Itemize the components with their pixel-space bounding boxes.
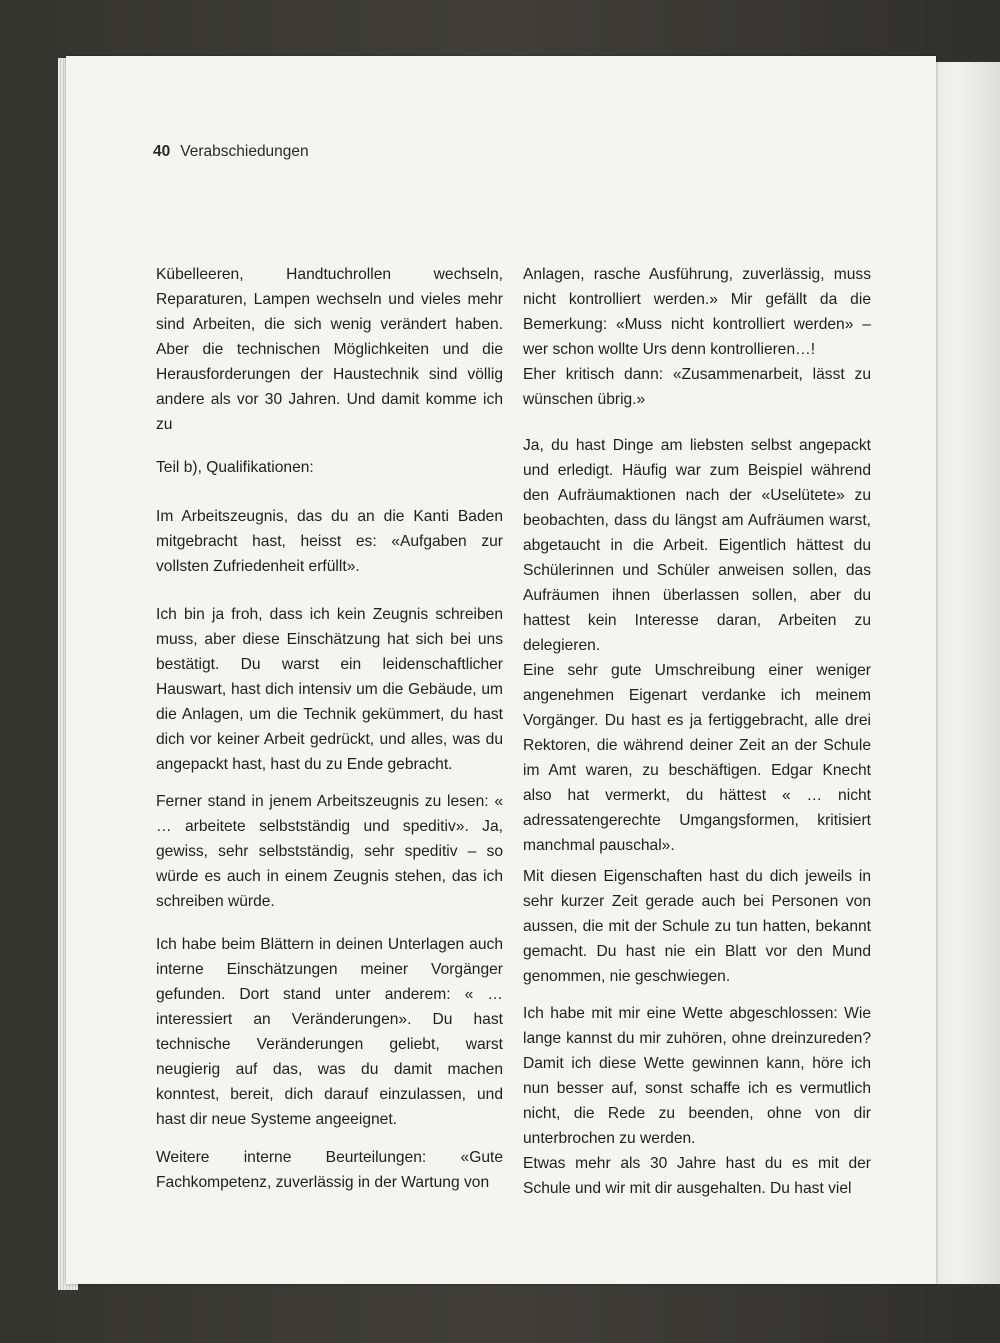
left-text-column — [156, 262, 503, 1195]
paragraph: Eine sehr gute Umschreibung einer weniger angenehmen Eigenart verdanke ich meinem Vorgänger. Du hast es ja fertiggebracht, alle drei Rektoren, die während deiner Zeit an der Schule im Amt waren, zu beschäftigen. Edgar Knecht also hat vermerkt, du hättest « … nicht adressatengerechte Umgangsformen, kritisiert manchmal pauschal». — [523, 662, 871, 854]
paragraph: Ja, du hast Dinge am liebsten selbst angepackt und erledigt. Häufig war zum Beispiel während den Aufräumaktionen nach der «Uselütete» zu beobachten, dass du längst am Aufräumen warst, abgetaucht in die Arbeit. Eigentlich hättest du Schülerinnen und Schüler anweisen sollen, das Aufräumen ihnen überlassen sollen, aber du hattest kein Interesse daran, Arbeiten zu delegieren. — [523, 437, 871, 654]
right-text-column — [523, 262, 871, 1201]
paragraph: Ich habe beim Blättern in deinen Unterlagen auch interne Einschätzungen meiner Vorgänger gefunden. Dort stand unter anderem: « … interessiert an Veränderungen». Du hast technische Veränderungen geliebt, warst neugierig auf das, was du damit machen konntest, bereit, dich darauf einzulassen, und hast dir neue Systeme angeeignet. — [156, 936, 503, 1128]
paragraph: Weitere interne Beurteilungen: «Gute Fachkompetenz, zuverlässig in der Wartung von — [156, 1149, 503, 1191]
paragraph: Im Arbeitszeugnis, das du an die Kanti Baden mitgebracht hast, heisst es: «Aufgaben zur vollsten Zufriedenheit erfüllt». — [156, 508, 503, 575]
paragraph: Teil b), Qualifikationen: — [156, 459, 314, 476]
running-header — [153, 143, 309, 165]
paragraph: Etwas mehr als 30 Jahre hast du es mit der Schule und wir mit dir ausgehalten. Du hast viel — [523, 1155, 871, 1197]
page-number: 40 — [153, 143, 171, 160]
paragraph: Anlagen, rasche Ausführung, zuverlässig, muss nicht kontrolliert werden.» Mir gefällt da die Bemerkung: «Muss nicht kontrolliert werden» – wer schon wollte Urs denn kontrollieren…! — [523, 266, 871, 358]
paragraph: Ferner stand in jenem Arbeitszeugnis zu lesen: « … arbeitete selbstständig und speditiv». Ja, gewiss, sehr selbstständig, sehr speditiv – so würde es auch in einem Zeugnis stehen, das ich schreiben würde. — [156, 793, 503, 910]
running-title: Verabschiedungen — [180, 143, 309, 160]
paragraph: Ich bin ja froh, dass ich kein Zeugnis schreiben muss, aber diese Einschätzung hat sich bei uns bestätigt. Du warst ein leidenschaftlicher Hauswart, hast dich intensiv um die Gebäude, um die Anlagen, um die Technik gekümmert, du hast dich vor keiner Arbeit gedrückt, und alles, was du angepackt hast, hast du zu Ende gebracht. — [156, 606, 503, 773]
paragraph: Mit diesen Eigenschaften hast du dich jeweils in sehr kurzer Zeit gerade auch bei Personen von aussen, die mit der Schule zu tun hatten, bekannt gemacht. Du hast nie ein Blatt vor den Mund genommen, nie geschwiegen. — [523, 868, 871, 985]
paragraph: Kübelleeren, Handtuchrollen wechseln, Reparaturen, Lampen wechseln und vieles mehr sind Arbeiten, die sich wenig verändert haben. Aber die technischen Möglichkeiten und die Herausforderungen der Haustechnik sind völlig andere als vor 30 Jahren. Und damit komme ich zu — [156, 266, 503, 433]
facing-page-edge — [930, 62, 1000, 1284]
paragraph: Eher kritisch dann: «Zusammenarbeit, lässt zu wünschen übrig.» — [523, 366, 871, 408]
paragraph: Ich habe mit mir eine Wette abgeschlossen: Wie lange kannst du mir zuhören, ohne dreinzureden? Damit ich diese Wette gewinnen kann, höre ich nun besser auf, sonst schaffe ich es vermutlich nicht, die Rede zu beenden, ohne von dir unterbrochen zu werden. — [523, 1005, 871, 1147]
